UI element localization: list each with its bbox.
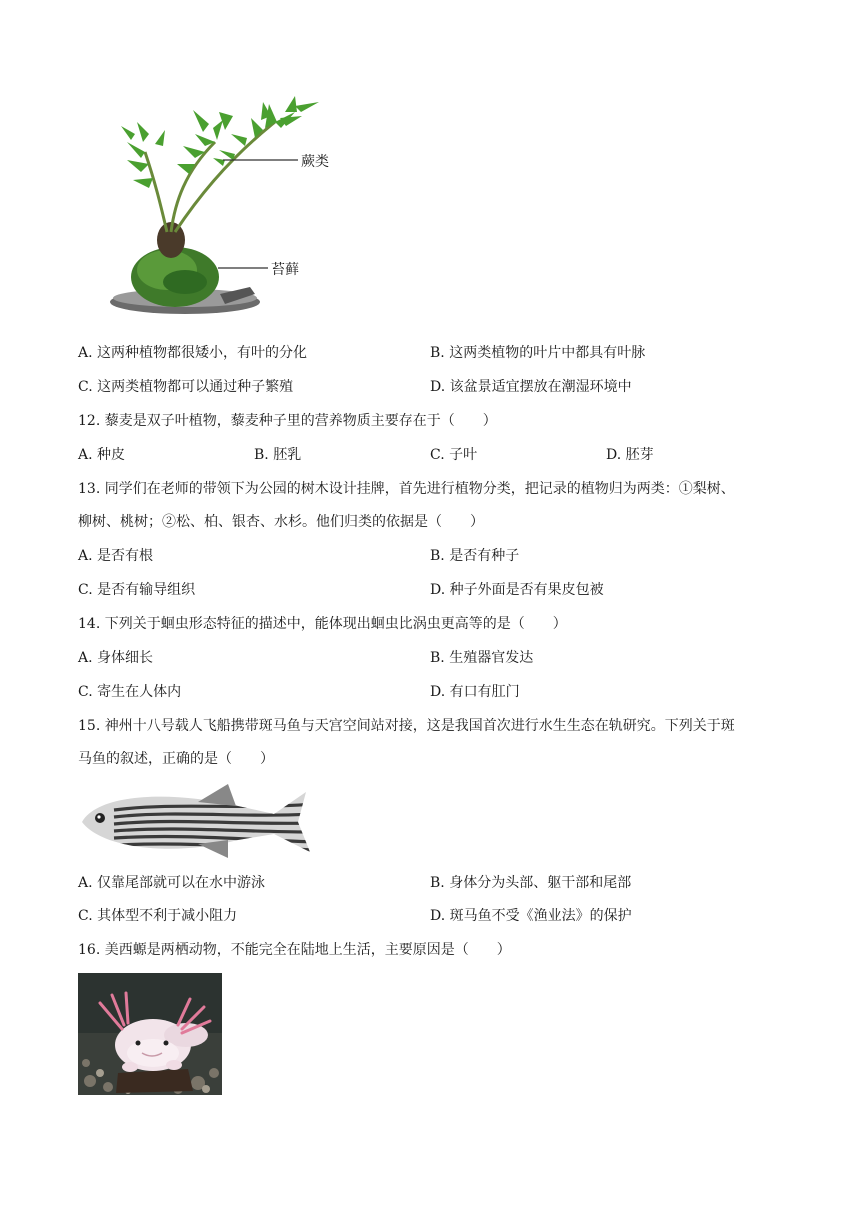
q16-stem: 16. 美西螈是两栖动物，不能完全在陆地上生活，主要原因是（ ） (78, 942, 511, 958)
moss-label: 苔藓 (271, 262, 299, 278)
q14-option-c: C. 寄生在人体内 (78, 684, 182, 700)
q14-option-b: B. 生殖器官发达 (430, 650, 534, 666)
zebrafish-figure (78, 784, 314, 860)
q14-stem: 14. 下列关于蛔虫形态特征的描述中，能体现出蛔虫比涡虫更高等的是（ ） (78, 616, 567, 632)
q15-stem-line1: 15. 神州十八号载人飞船携带斑马鱼与天宫空间站对接，这是我国首次进行水生生态在轨研究。下列关于斑 (78, 718, 735, 734)
q15-option-b: B. 身体分为头部、躯干部和尾部 (430, 875, 632, 891)
q15-option-a: A. 仅靠尾部就可以在水中游泳 (78, 875, 266, 891)
q11-option-a: A. 这两种植物都很矮小，有叶的分化 (78, 345, 308, 361)
plant-bonsai-figure (105, 82, 365, 322)
q15-option-d: D. 斑马鱼不受《渔业法》的保护 (430, 908, 632, 924)
q11-option-c: C. 这两类植物都可以通过种子繁殖 (78, 379, 294, 395)
fern-label: 蕨类 (301, 154, 329, 170)
q13-option-b: B. 是否有种子 (430, 548, 520, 564)
q13-stem-line1: 13. 同学们在老师的带领下为公园的树木设计挂牌，首先进行植物分类，把记录的植物归为两类：①梨树、 (78, 481, 735, 497)
q14-option-d: D. 有口有肛门 (430, 684, 520, 700)
q12-stem: 12. 藜麦是双子叶植物，藜麦种子里的营养物质主要存在于（ ） (78, 413, 497, 429)
q11-option-b: B. 这两类植物的叶片中都具有叶脉 (430, 345, 646, 361)
q13-stem-line2: 柳树、桃树；②松、柏、银杏、水杉。他们归类的依据是（ ） (78, 514, 484, 530)
q12-option-c: C. 子叶 (430, 447, 478, 463)
axolotl-illustration (78, 973, 222, 1095)
plant-bonsai-illustration (105, 82, 365, 322)
q13-option-d: D. 种子外面是否有果皮包被 (430, 582, 604, 598)
q13-option-c: C. 是否有输导组织 (78, 582, 196, 598)
q12-option-d: D. 胚芽 (606, 447, 654, 463)
q15-stem-line2: 马鱼的叙述，正确的是（ ） (78, 751, 274, 767)
q12-option-a: A. 种皮 (78, 447, 126, 463)
q13-option-a: A. 是否有根 (78, 548, 154, 564)
q11-option-d: D. 该盆景适宜摆放在潮湿环境中 (430, 379, 632, 395)
q14-option-a: A. 身体细长 (78, 650, 154, 666)
q15-option-c: C. 其体型不利于减小阻力 (78, 908, 238, 924)
q12-option-b: B. 胚乳 (254, 447, 302, 463)
axolotl-photo (78, 973, 222, 1095)
zebrafish-illustration (78, 784, 314, 860)
